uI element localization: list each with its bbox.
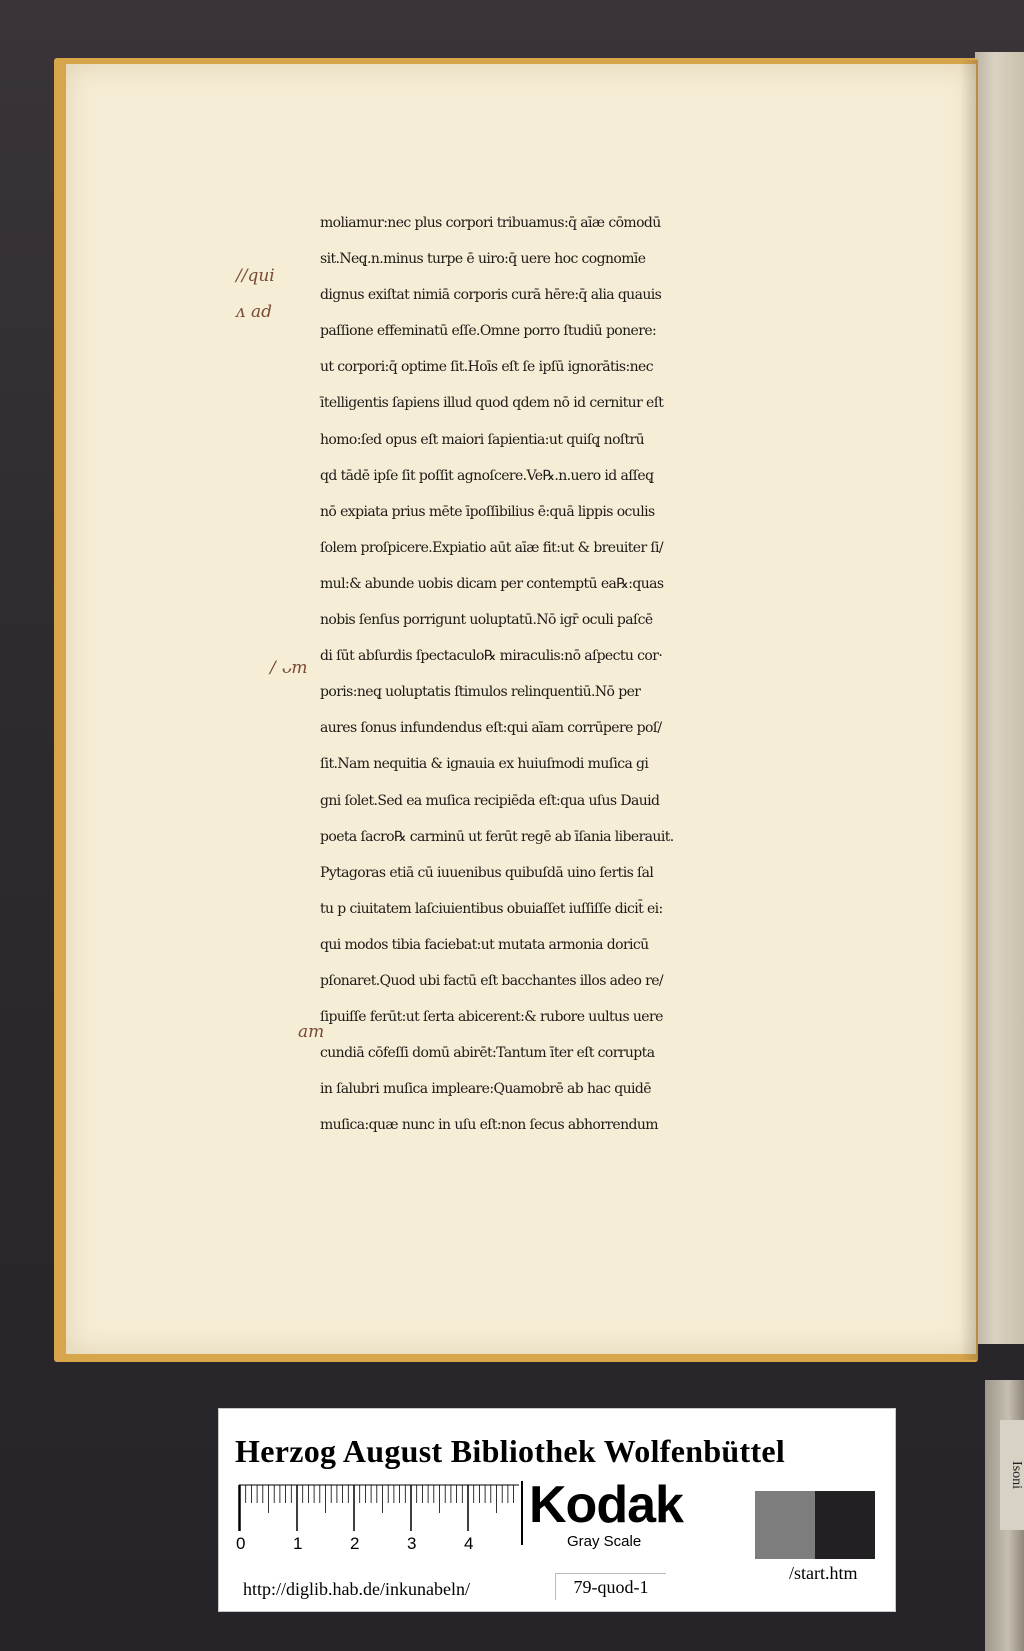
shelfmark: 79-quod-1 [555,1573,666,1600]
text-line: qui modos tibia faciebat:ut mutata armonia doricū [320,936,649,953]
ruler-label: 2 [350,1534,360,1553]
text-block [320,205,930,1143]
text-line: paſſione effeminatū eſſe.Omne porro ſtudiū ponere: [320,323,657,340]
kodak-logo: Kodak [529,1476,683,1534]
text-line: poris:neq̨ uoluptatis ſtimulos relinquentiū.Nō per [320,684,641,701]
digital-library-url: http://diglib.hab.de/inkunabeln/ [243,1579,470,1599]
text-line: di ſūt abſurdis ſpectaculo℞ miraculis:nō aſpectu cor· [320,648,663,665]
library-color-card [218,1408,896,1612]
text-line: qd tādē ipſe ſit poſſit agnoſcere.Ve℞.n.uero id aſſeq̨ [320,467,654,484]
marginal-note: //qui [236,266,275,286]
text-line: sit.Neq̨.n.minus turpe ē uiro:q̄ uere hoc cognomīe [320,251,646,268]
text-line: ītelligentis ſapiens illud quod qdem nō id cernitur eſt [320,395,664,412]
side-tab-label: Isoni [1000,1420,1024,1530]
text-line: homo:ſed opus eſt maiori ſapientia:ut quiſq̨ noſtrū [320,431,645,448]
gray-swatch-mid [755,1491,815,1559]
library-name: Herzog August Bibliothek Wolfenbüttel [235,1433,786,1469]
text-line: nobis ſenſus porrigunt uoluptatū.Nō igr̄ oculi paſcē [320,612,653,629]
ruler [236,1483,539,1553]
card-divider [521,1481,523,1545]
text-line: nō expiata prius mēte īpoſſibilius ē:quā lippis oculis [320,503,655,520]
text-line: ſipuiſſe ferūt:ut ſerta abicerent:& rubore uultus uere [320,1009,663,1026]
ruler-label: 1 [293,1534,303,1553]
ruler-label: 0 [236,1534,246,1553]
text-line: gni ſolet.Sed ea muſica recipiēda eſt:qua uſus Dauid [320,792,660,809]
text-line: ſolem proſpicere.Expiatio aūt aīæ fit:ut & breuiter ſi/ [320,539,663,556]
text-line: tu p ciuitatem laſciuientibus obuiaſſet iuſſiſſe dicit̄ ei: [320,900,663,917]
gray-swatch-dark [815,1491,875,1559]
text-line: pſonaret.Quod ubi factū eſt bacchantes illos adeo re/ [320,972,664,989]
gray-scale-label: Gray Scale [567,1533,642,1550]
text-line: in ſalubri muſica impleare:Quamobrē ab hac quidē [320,1081,651,1098]
marginal-note: / ᴗm [270,658,308,678]
page-gutter-shadow [960,60,978,1360]
text-line: dignus exiſtat nimiā corporis curā hēre:q̄ alia quauis [320,287,662,304]
next-leaf-edge [975,52,1024,1344]
text-line: aures ſonus infundendus eſt:qui aīam corrūpere poſ/ [320,720,662,737]
marginal-note: am [298,1022,325,1042]
text-line: mul:& abunde uobis dicam per contemptū ea℞:quas [320,575,664,592]
ruler-labels [236,1534,473,1553]
text-line: ut corpori:q̄ optime ſit.Hoīs eſt ſe ipſū ignorātis:nec [320,359,653,376]
text-line: poeta ſacro℞ carminū ut ferūt regē ab īſania liberauit. [320,828,674,845]
text-line: cundiā cōfeſſi domū abirēt:Tantum īter eſt corrupta [320,1045,655,1062]
ruler-label: 3 [407,1534,417,1553]
marginal-note: ᴧ ad [236,302,273,322]
start-page-path: /start.htm [789,1563,858,1583]
text-line: ſit.Nam nequitia & ignauia ex huiuſmodi muſica gi [320,756,649,773]
ruler-label: 4 [464,1534,474,1553]
text-line: moliamur:nec plus corpori tribuamus:q̄ aīæ cōmodū [320,215,661,231]
text-line: Pytagoras etiā cū iuuenibus quibuſdā uino ſertis ſal [320,864,654,881]
ruler-ticks [240,1485,514,1531]
text-line: muſica:quæ nunc in uſu eſt:non ſecus abhorrendum [320,1117,658,1134]
